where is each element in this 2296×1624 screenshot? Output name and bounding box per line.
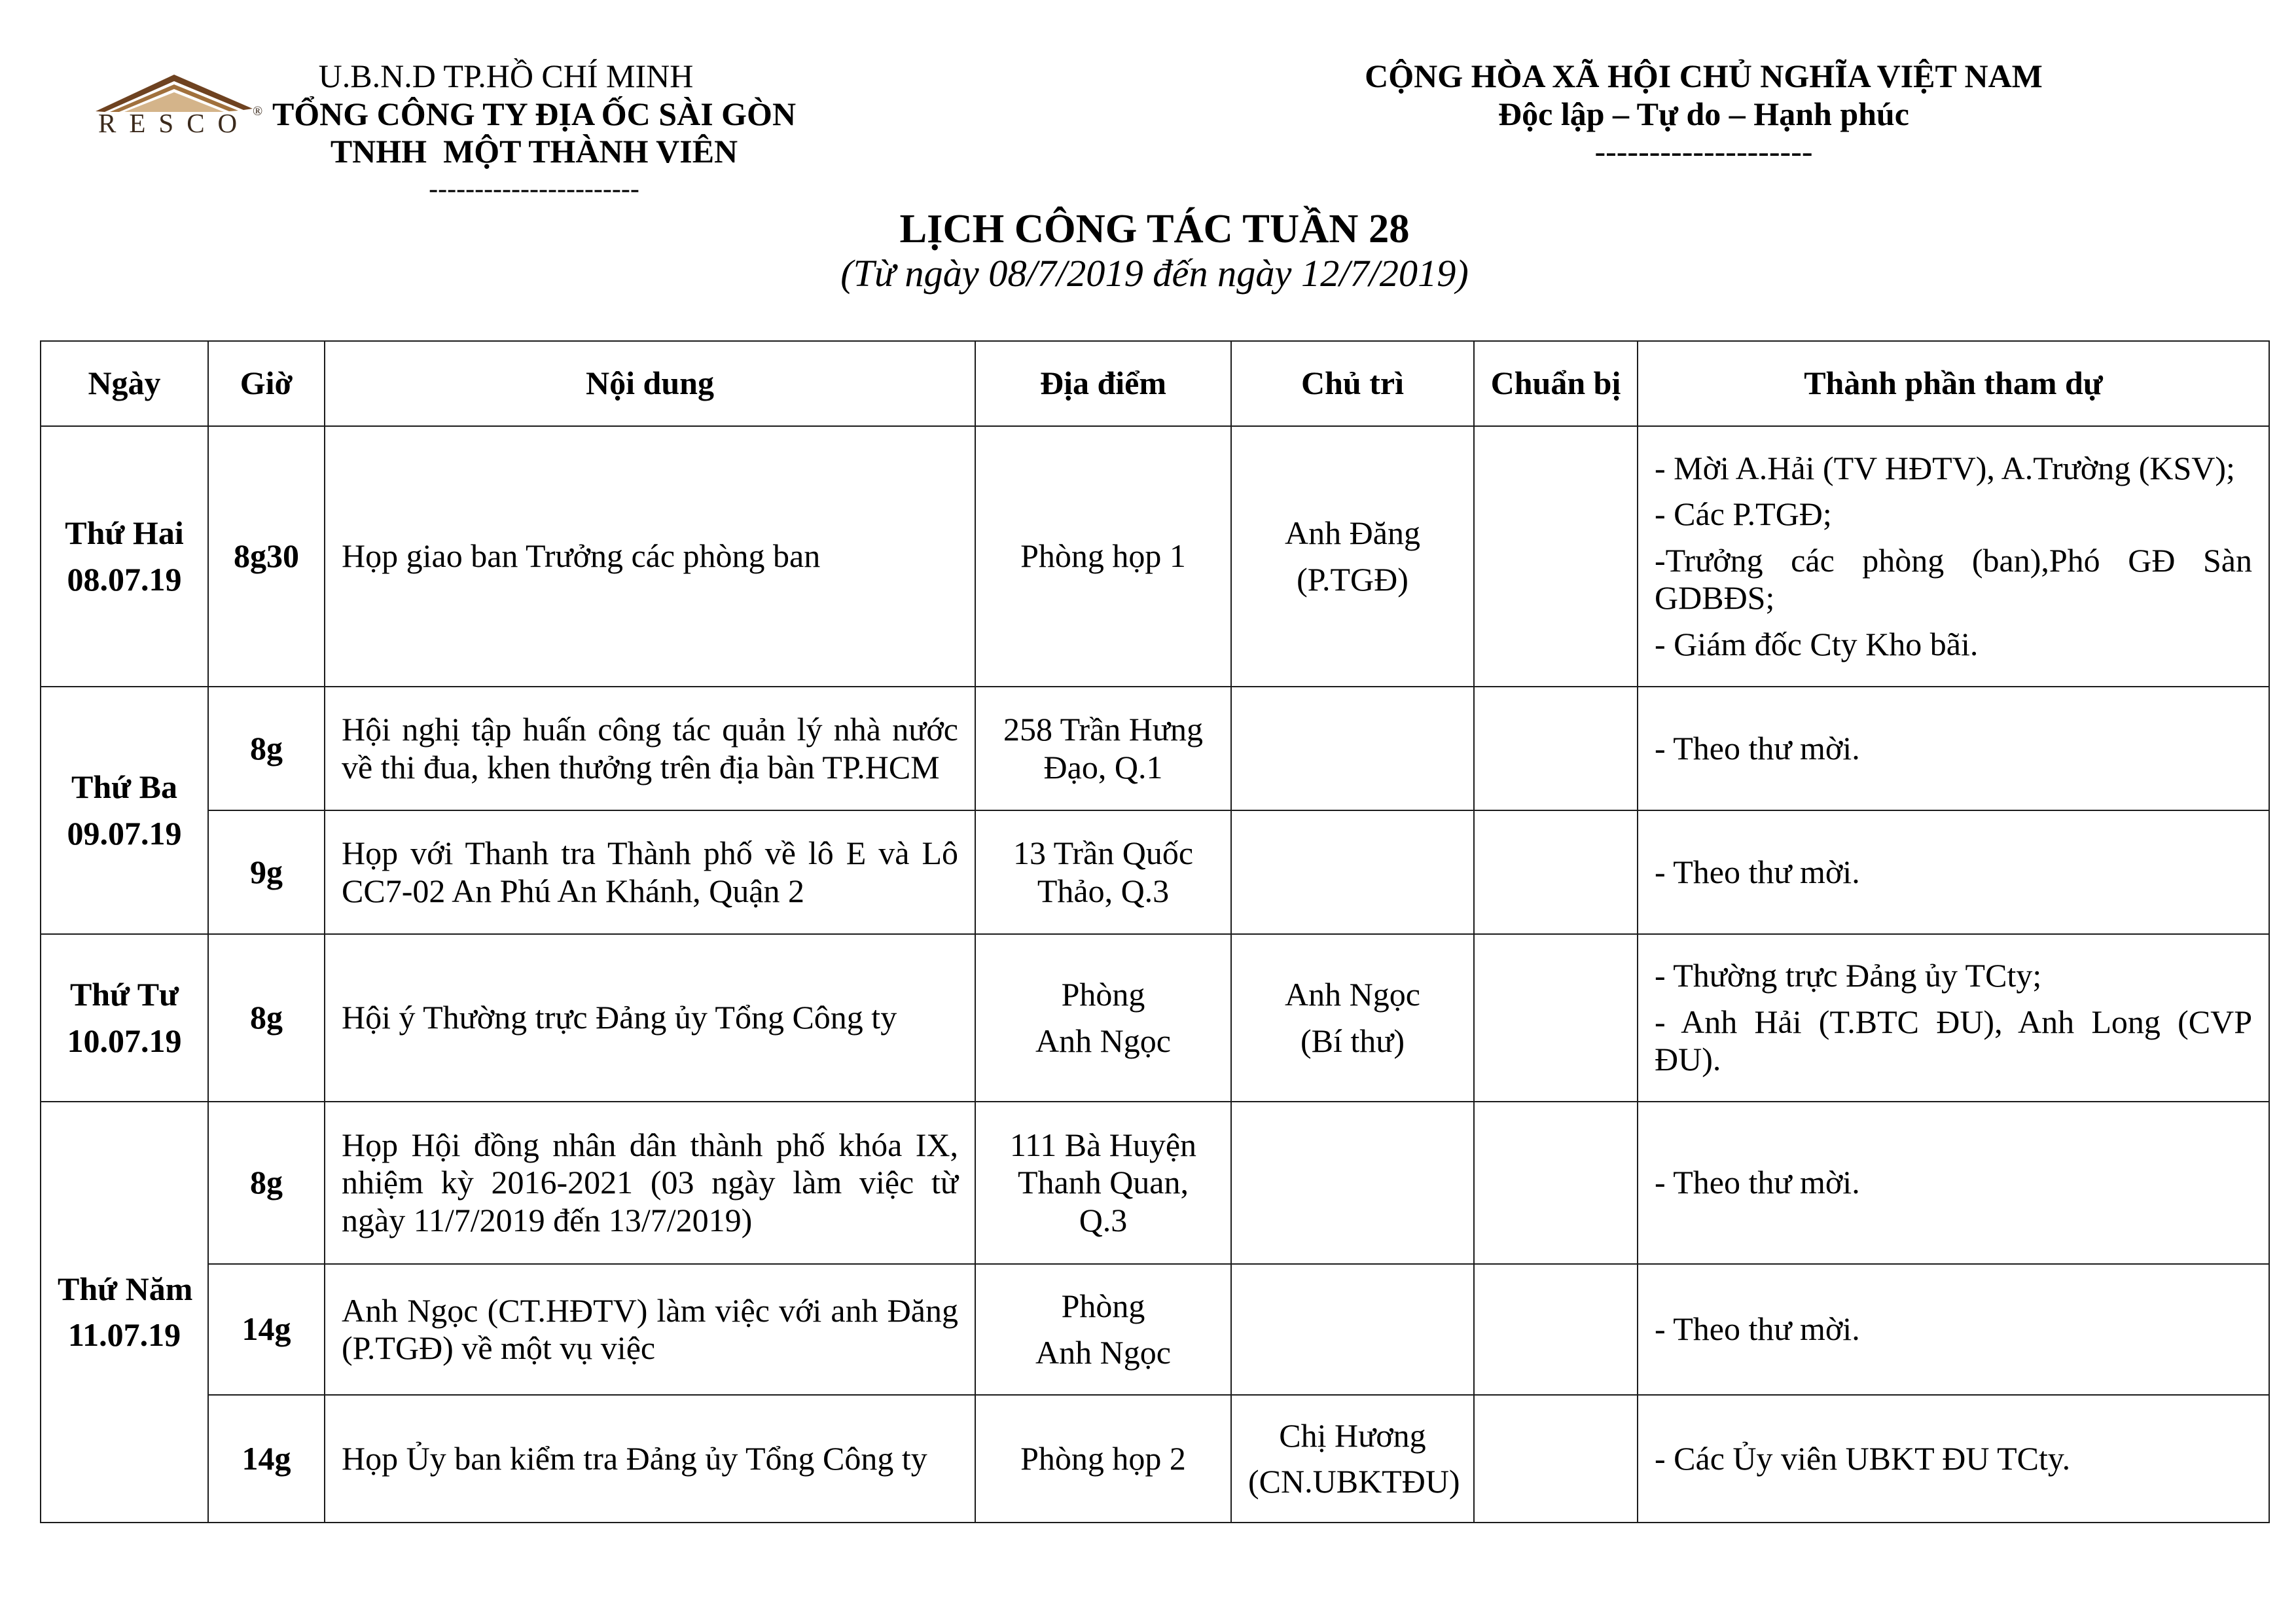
national-motto: Độc lập – Tự do – Hạnh phúc bbox=[1498, 95, 1909, 132]
day-cell bbox=[41, 426, 208, 687]
resco-logo-text: RESCO bbox=[98, 108, 251, 138]
content-cell: Họp Ủy ban kiểm tra Đảng ủy Tổng Công ty bbox=[325, 1395, 975, 1523]
attendees-cell bbox=[1638, 1102, 2269, 1264]
location-text: 111 Bà Huyện Thanh Quan, Q.3 bbox=[1009, 1126, 1197, 1238]
location-cell bbox=[975, 1264, 1231, 1395]
time-cell: 8g bbox=[208, 1102, 325, 1264]
document-subtitle: (Từ ngày 08/7/2019 đến ngày 12/7/2019) bbox=[840, 252, 1469, 295]
day-name: Thứ Ba bbox=[71, 768, 177, 805]
day-date: 09.07.19 bbox=[67, 814, 182, 852]
column-header-attendees: Thành phần tham dự bbox=[1638, 341, 2269, 426]
location-text: Phòng bbox=[1061, 1288, 1145, 1324]
attendee-item: - Thường trực Đảng ủy TCty; bbox=[1655, 957, 2042, 994]
table-row bbox=[41, 426, 2269, 687]
host-title: (CN.UBKTĐU) bbox=[1248, 1463, 1460, 1500]
column-header-preparation: Chuẩn bị bbox=[1474, 341, 1638, 426]
attendee-item: -Trưởng các phòng (ban),Phó GĐ Sàn GDBĐS; bbox=[1655, 541, 2252, 617]
content-cell: Họp giao ban Trưởng các phòng ban bbox=[325, 426, 975, 687]
organization-header bbox=[253, 58, 816, 208]
preparation-cell bbox=[1474, 1264, 1638, 1395]
header-left-rule: ----------------------- bbox=[429, 173, 639, 204]
location-cell bbox=[975, 934, 1231, 1102]
organization-type: TNHH MỘT THÀNH VIÊN bbox=[330, 133, 738, 170]
table-row bbox=[41, 934, 2269, 1102]
host-cell bbox=[1231, 934, 1474, 1102]
attendee-item: - Theo thư mời. bbox=[1655, 729, 1860, 767]
host-title: (Bí thư) bbox=[1300, 1022, 1405, 1059]
preparation-cell bbox=[1474, 426, 1638, 687]
host-title: (P.TGĐ) bbox=[1297, 560, 1408, 598]
location-cell bbox=[975, 1395, 1231, 1523]
time-cell: 14g bbox=[208, 1395, 325, 1523]
attendees-cell bbox=[1638, 1395, 2269, 1523]
content-cell: Hội nghị tập huấn công tác quản lý nhà nước về thi đua, khen thưởng trên địa bàn TP.HCM bbox=[325, 687, 975, 810]
time-cell: 8g bbox=[208, 934, 325, 1102]
host-cell bbox=[1231, 810, 1474, 934]
table-row bbox=[41, 1264, 2269, 1395]
attendee-item: - Giám đốc Cty Kho bãi. bbox=[1655, 625, 1979, 662]
location-cell bbox=[975, 1102, 1231, 1264]
content-cell: Hội ý Thường trực Đảng ủy Tổng Công ty bbox=[325, 934, 975, 1102]
table-row bbox=[41, 1102, 2269, 1264]
host-name: Anh Đăng bbox=[1285, 514, 1420, 551]
column-header-time: Giờ bbox=[208, 341, 325, 426]
national-header bbox=[1311, 58, 2096, 171]
national-name: CỘNG HÒA XÃ HỘI CHỦ NGHĨA VIỆT NAM bbox=[1365, 58, 2043, 94]
organization-parent: U.B.N.D TP.HỒ CHÍ MINH bbox=[318, 58, 694, 94]
day-cell bbox=[41, 1102, 208, 1523]
day-date: 10.07.19 bbox=[67, 1022, 182, 1059]
time-cell: 9g bbox=[208, 810, 325, 934]
host-cell bbox=[1231, 1102, 1474, 1264]
host-cell bbox=[1231, 687, 1474, 810]
registered-mark: ® bbox=[253, 104, 263, 118]
day-name: Thứ Tư bbox=[69, 976, 179, 1013]
attendees-cell bbox=[1638, 426, 2269, 687]
location-text: Phòng họp 2 bbox=[1020, 1439, 1186, 1477]
day-cell bbox=[41, 934, 208, 1102]
location-text: Phòng họp 1 bbox=[1020, 537, 1186, 575]
day-name: Thứ Hai bbox=[65, 514, 184, 551]
attendees-cell bbox=[1638, 1264, 2269, 1395]
location-cell bbox=[975, 426, 1231, 687]
schedule-table bbox=[40, 340, 2270, 1523]
attendee-item: - Theo thư mời. bbox=[1655, 1164, 1860, 1201]
attendees-cell bbox=[1638, 810, 2269, 934]
content-cell: Họp với Thanh tra Thành phố về lô E và Lô CC7-02 An Phú An Khánh, Quận 2 bbox=[325, 810, 975, 934]
attendee-item: - Các P.TGĐ; bbox=[1655, 496, 1832, 533]
table-row bbox=[41, 810, 2269, 934]
column-header-day: Ngày bbox=[41, 341, 208, 426]
attendee-item: - Theo thư mời. bbox=[1655, 853, 1860, 890]
preparation-cell bbox=[1474, 687, 1638, 810]
document-title: LỊCH CÔNG TÁC TUẦN 28 bbox=[899, 206, 1410, 251]
attendee-item: - Các Ủy viên UBKT ĐU TCty. bbox=[1655, 1439, 2071, 1477]
day-date: 11.07.19 bbox=[67, 1316, 181, 1353]
day-name: Thứ Năm bbox=[58, 1270, 193, 1307]
table-row bbox=[41, 687, 2269, 810]
time-cell: 14g bbox=[208, 1264, 325, 1395]
column-header-content: Nội dung bbox=[325, 341, 975, 426]
attendee-item: - Mời A.Hải (TV HĐTV), A.Trường (KSV); bbox=[1655, 449, 2235, 486]
host-cell bbox=[1231, 426, 1474, 687]
host-name: Anh Ngọc bbox=[1285, 976, 1420, 1013]
attendees-cell bbox=[1638, 687, 2269, 810]
attendee-item: - Theo thư mời. bbox=[1655, 1310, 1860, 1348]
host-cell bbox=[1231, 1395, 1474, 1523]
time-cell: 8g30 bbox=[208, 426, 325, 687]
table-header-row bbox=[41, 341, 2269, 426]
location-cell bbox=[975, 810, 1231, 934]
table-row bbox=[41, 1395, 2269, 1523]
header-right-rule: -------------------- bbox=[1594, 133, 1813, 170]
attendee-item: - Anh Hải (T.BTC ĐU), Anh Long (CVP ĐU). bbox=[1655, 1003, 2252, 1078]
preparation-cell bbox=[1474, 934, 1638, 1102]
attendees-cell bbox=[1638, 934, 2269, 1102]
day-cell bbox=[41, 687, 208, 934]
location-text: Anh Ngọc bbox=[1035, 1022, 1171, 1059]
preparation-cell bbox=[1474, 1102, 1638, 1264]
column-header-location: Địa điểm bbox=[975, 341, 1231, 426]
column-header-host: Chủ trì bbox=[1231, 341, 1474, 426]
location-text: 258 Trần Hưng Đạo, Q.1 bbox=[1003, 711, 1203, 785]
resco-logo-roof-icon bbox=[96, 75, 253, 113]
preparation-cell bbox=[1474, 1395, 1638, 1523]
content-cell: Họp Hội đồng nhân dân thành phố khóa IX, nhiệm kỳ 2016-2021 (03 ngày làm việc từ ngày 11/7/2019 đến 13/7/2019) bbox=[325, 1102, 975, 1264]
location-text: Phòng bbox=[1061, 976, 1145, 1013]
host-cell bbox=[1231, 1264, 1474, 1395]
time-cell: 8g bbox=[208, 687, 325, 810]
organization-name: TỔNG CÔNG TY ĐỊA ỐC SÀI GÒN bbox=[272, 95, 797, 132]
location-text: Anh Ngọc bbox=[1035, 1333, 1171, 1371]
location-cell bbox=[975, 687, 1231, 810]
host-name: Chị Hương bbox=[1279, 1416, 1426, 1454]
preparation-cell bbox=[1474, 810, 1638, 934]
location-text: 13 Trần Quốc Thảo, Q.3 bbox=[1013, 835, 1194, 909]
content-cell: Anh Ngọc (CT.HĐTV) làm việc với anh Đăng (P.TGĐ) về một vụ việc bbox=[325, 1264, 975, 1395]
day-date: 08.07.19 bbox=[67, 560, 182, 598]
